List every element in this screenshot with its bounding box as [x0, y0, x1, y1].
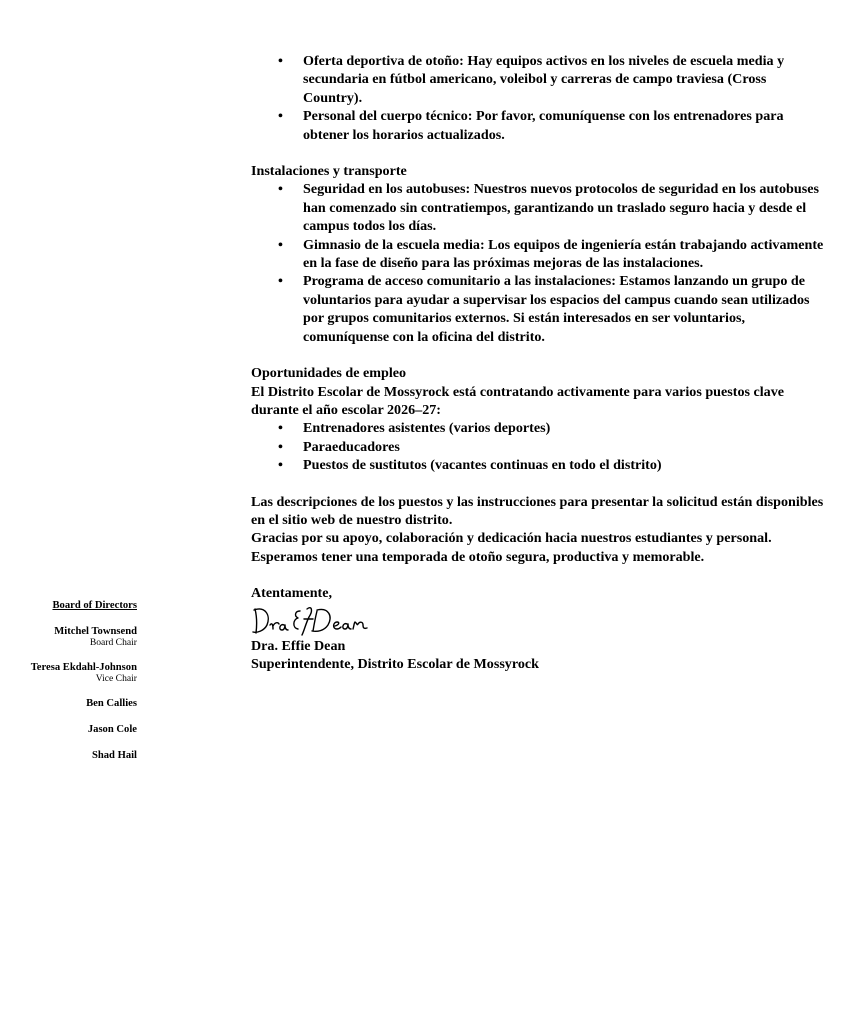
list-item: • Paraeducadores [251, 438, 826, 456]
employment-intro: El Distrito Escolar de Mossyrock está contratando activamente para varios puestos clave durante el año escolar 2026–27: [251, 383, 785, 418]
list-item: • Oferta deportiva de otoño: Hay equipos activos en los niveles de escuela media y secundaria en fútbol americano, voleibol y carreras de campo traviesa (Cross Country). [251, 52, 826, 107]
signature [251, 603, 826, 637]
closing-paragraph-2: Gracias por su apoyo, colaboración y dedicación hacia nuestros estudiantes y personal. [251, 530, 772, 547]
board-member [0, 662, 137, 684]
section-heading-employment: Oportunidades de empleo [251, 365, 407, 382]
letter-body [251, 52, 826, 673]
board-member-role: Board Chair [89, 637, 137, 648]
board-member-name: Ben Callies [86, 698, 137, 709]
board-member-name: Jason Cole [87, 724, 137, 735]
closing-paragraph-3: Esperamos tener una temporada de otoño segura, productiva y memorable. [251, 548, 705, 565]
section-heading-facilities: Instalaciones y transporte [251, 163, 407, 180]
board-member [0, 626, 137, 648]
facilities-list [251, 180, 826, 346]
list-item: • Seguridad en los autobuses: Nuestros nuevos protocolos de seguridad en los autobuses han comenzado sin contratiempos, garantizando un traslado seguro hacia y desde el campus todos los días. [251, 180, 826, 235]
list-item: • Personal del cuerpo técnico: Por favor, comuníquense con los entrenadores para obtener los horarios actualizados. [251, 107, 826, 144]
board-member [0, 724, 137, 736]
employment-list [251, 419, 826, 474]
board-heading: Board of Directors [52, 600, 137, 611]
board-member [0, 698, 137, 710]
signer-name: Dra. Effie Dean [251, 637, 346, 654]
signer-title: Superintendente, Distrito Escolar de Mossyrock [251, 655, 539, 672]
list-item: • Programa de acceso comunitario a las instalaciones: Estamos lanzando un grupo de voluntarios para ayudar a supervisar los espacios del campus cuando sean utilizados por grupos comunitarios externos. Si están interesados en ser voluntarios, comuníquense con la oficina del distrito. [251, 272, 826, 346]
closing-paragraph-1: Las descripciones de los puestos y las instrucciones para presentar la solicitud están disponibles en el sitio web de nuestro distrito. [251, 493, 824, 528]
board-member-name: Teresa Ekdahl-Johnson [30, 662, 137, 673]
list-item: • Puestos de sustitutos (vacantes continuas en todo el distrito) [251, 456, 826, 474]
salutation: Atentamente, [251, 585, 333, 602]
board-of-directors [0, 600, 137, 776]
board-member-role: Vice Chair [95, 673, 137, 684]
board-member-name: Shad Hail [91, 750, 137, 761]
list-item: • Entrenadores asistentes (varios deportes) [251, 419, 826, 437]
board-member [0, 750, 137, 762]
athletics-list [251, 52, 826, 144]
board-member-name: Mitchel Townsend [54, 626, 137, 637]
signature-icon [251, 601, 377, 637]
list-item: • Gimnasio de la escuela media: Los equipos de ingeniería están trabajando activamente en la fase de diseño para las próximas mejoras de las instalaciones. [251, 236, 826, 273]
